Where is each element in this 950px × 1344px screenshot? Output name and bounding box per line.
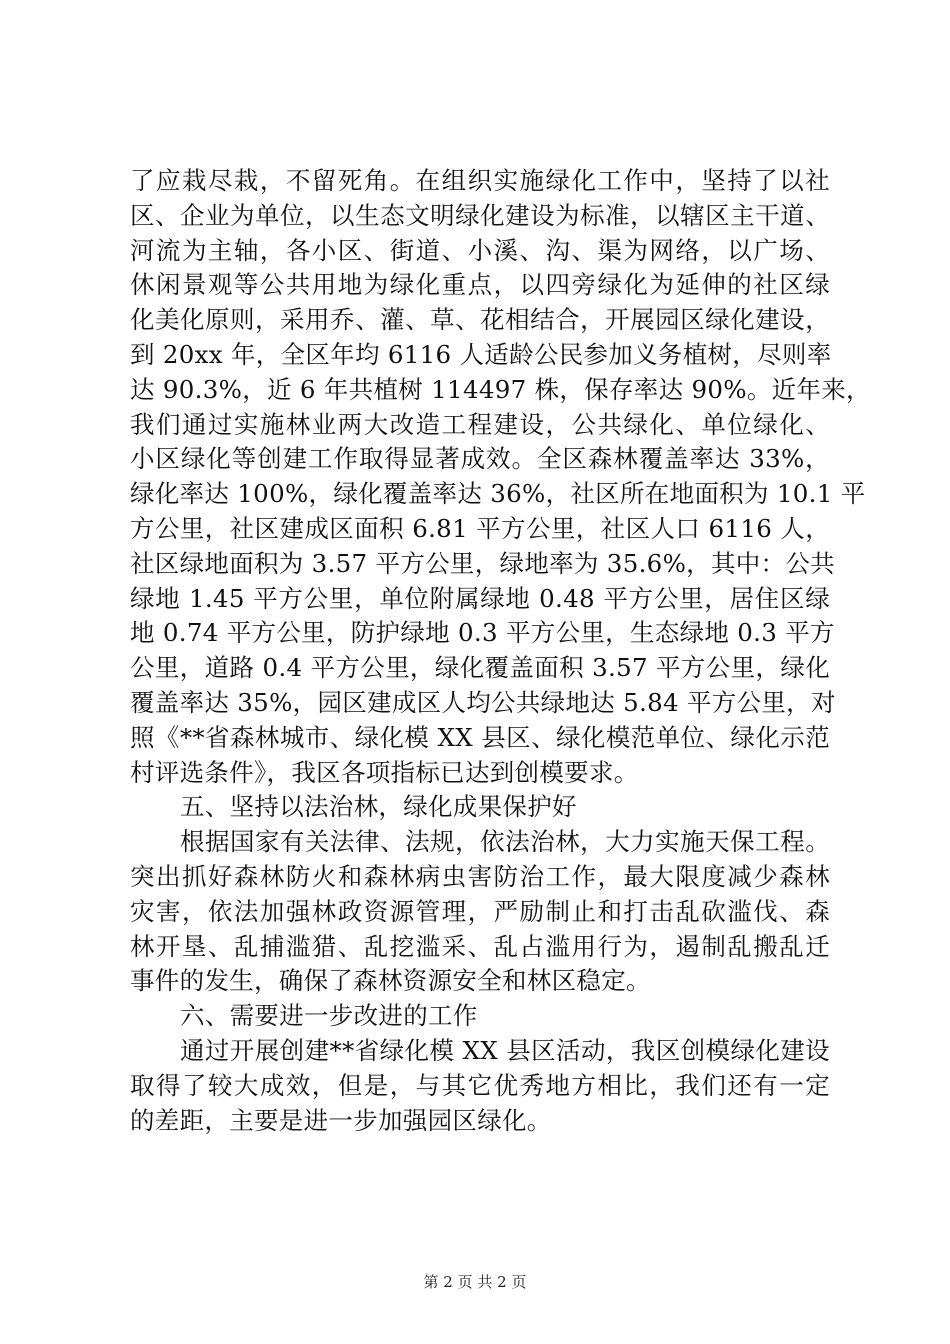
paragraph-line: 小区绿化等创建工作取得显著成效。全区森林覆盖率达 33%， (130, 444, 830, 474)
paragraph-line: 方公里，社区建成区面积 6.81 平方公里，社区人口 6116 人， (130, 513, 830, 543)
paragraph-line: 村评选条件》，我区各项指标已达到创模要求。 (130, 757, 639, 787)
paragraph-line: 灾害，依法加强林政资源管理，严励制止和打击乱砍滥伐、森 (130, 896, 830, 926)
paragraph-line: 突出抓好森林防火和森林病虫害防治工作，最大限度减少森林 (130, 861, 830, 891)
paragraph-line: 照《**省森林城市、绿化模 XX 县区、绿化模范单位、绿化示范 (130, 722, 830, 752)
paragraph-line: 覆盖率达 35%，园区建成区人均公共绿地达 5.84 平方公里，对 (130, 687, 836, 717)
section-heading: 六、需要进一步改进的工作 (180, 1001, 478, 1031)
paragraph-line: 绿化率达 100%，绿化覆盖率达 36%，社区所在地面积为 10.1 平 (130, 479, 866, 509)
paragraph-line: 林开垦、乱捕滥猎、乱挖滥采、乱占滥用行为，遏制乱搬乱迁 (130, 931, 830, 961)
paragraph-line: 社区绿地面积为 3.57 平方公里，绿地率为 35.6%，其中：公共 (130, 548, 835, 578)
paragraph-line: 达 90.3%，近 6 年共植树 114497 株，保存率达 90%。近年来， (130, 374, 871, 404)
paragraph-line: 地 0.74 平方公里，防护绿地 0.3 平方公里，生态绿地 0.3 平方 (130, 618, 835, 648)
page-number-footer: 第 2 页 共 2 页 (423, 1273, 527, 1291)
document-body (130, 164, 871, 1138)
paragraph-line: 河流为主轴，各小区、街道、小溪、沟、渠为网络，以广场、 (130, 235, 830, 265)
paragraph-line: 的差距，主要是进一步加强园区绿化。 (130, 1105, 552, 1135)
paragraph-line: 休闲景观等公共用地为绿化重点，以四旁绿化为延伸的社区绿 (130, 270, 830, 300)
paragraph-line: 区、企业为单位，以生态文明绿化建设为标准，以辖区主干道、 (130, 200, 830, 230)
paragraph-line: 通过开展创建**省绿化模 XX 县区活动，我区创模绿化建设 (180, 1035, 830, 1065)
paragraph-line: 到 20xx 年，全区年均 6116 人适龄公民参加义务植树，尽则率 (130, 339, 832, 369)
paragraph-line: 我们通过实施林业两大改造工程建设，公共绿化、单位绿化、 (130, 409, 830, 439)
paragraph-line: 化美化原则，采用乔、灌、草、花相结合，开展园区绿化建设， (130, 305, 830, 335)
paragraph-line: 绿地 1.45 平方公里，单位附属绿地 0.48 平方公里，居住区绿 (130, 583, 830, 613)
paragraph-line: 公里，道路 0.4 平方公里，绿化覆盖面积 3.57 平方公里，绿化 (130, 653, 830, 683)
paragraph-line: 了应栽尽栽，不留死角。在组织实施绿化工作中，坚持了以社 (130, 166, 830, 195)
paragraph-line: 事件的发生，确保了森林资源安全和林区稳定。 (130, 966, 651, 996)
section-heading: 五、坚持以法治林，绿化成果保护好 (180, 792, 577, 822)
paragraph-line: 根据国家有关法律、法规，依法治林，大力实施天保工程。 (180, 827, 830, 857)
paragraph-line: 取得了较大成效，但是，与其它优秀地方相比，我们还有一定 (130, 1070, 830, 1100)
